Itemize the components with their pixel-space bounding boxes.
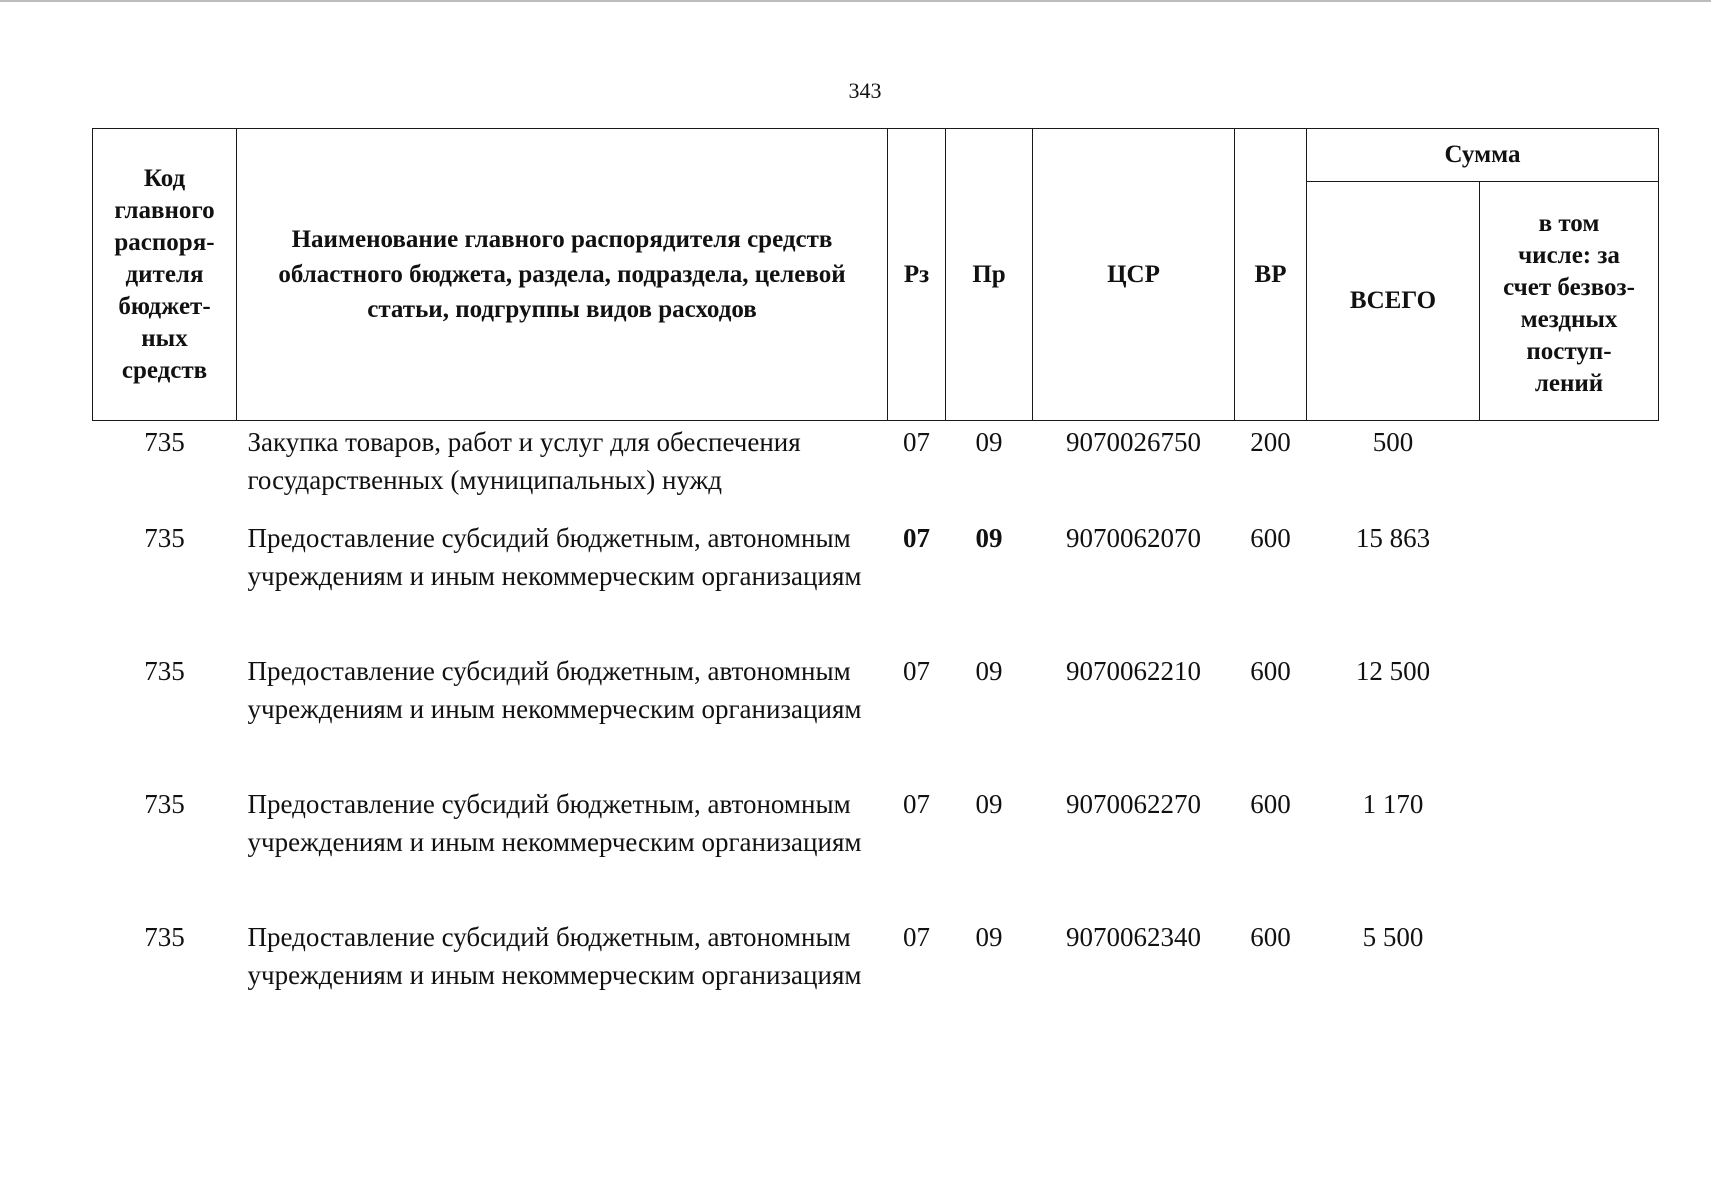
cell-csr: 9070062210 <box>1066 656 1201 686</box>
header-total: ВСЕГО <box>1307 182 1480 421</box>
cell-code: 735 <box>144 523 185 553</box>
cell-csr: 9070026750 <box>1066 427 1201 457</box>
cell-csr: 9070062270 <box>1066 789 1201 819</box>
cell-csr: 9070062340 <box>1066 922 1201 952</box>
cell-free <box>1480 783 1659 916</box>
cell-total: 500 <box>1372 427 1414 457</box>
header-name-text: Наименование главного распорядителя средств областного бюджета, раздела, подраздела, целевой статьи, подгруппы видов расходов <box>278 226 846 323</box>
cell-vr: 600 <box>1250 789 1291 819</box>
cell-rz: 07 <box>903 656 930 686</box>
cell-total: 1 170 <box>1362 789 1424 819</box>
cell-pr: 09 <box>975 789 1003 819</box>
cell-free <box>1480 650 1659 783</box>
cell-code: 735 <box>144 789 185 819</box>
cell-csr: 9070062070 <box>1066 523 1201 553</box>
cell-rz: 07 <box>903 922 930 952</box>
cell-pr: 09 <box>975 656 1003 686</box>
cell-pr: 09 <box>975 523 1003 553</box>
cell-pr: 09 <box>975 922 1003 952</box>
header-vr: ВР <box>1235 129 1307 421</box>
header-name <box>237 129 888 421</box>
table-header <box>93 129 1659 421</box>
header-rz: Рз <box>888 129 946 421</box>
cell-rz: 07 <box>903 789 930 819</box>
header-csr: ЦСР <box>1033 129 1235 421</box>
cell-name: Закупка товаров, работ и услуг для обеспечения государственных (муниципальных) нужд <box>247 427 801 495</box>
cell-total: 5 500 <box>1362 922 1424 952</box>
cell-name: Предоставление субсидий бюджетным, автономным учреждениям и иным некоммерческим организациям <box>247 656 862 724</box>
cell-free <box>1480 517 1659 650</box>
cell-name: Предоставление субсидий бюджетным, автономным учреждениям и иным некоммерческим организациям <box>247 523 862 591</box>
cell-code: 735 <box>144 922 185 952</box>
header-pr: Пр <box>946 129 1033 421</box>
top-border-line <box>0 0 1711 2</box>
page-number: 343 <box>848 78 882 103</box>
cell-pr: 09 <box>975 427 1003 457</box>
cell-vr: 600 <box>1250 656 1291 686</box>
cell-total: 15 863 <box>1355 523 1431 553</box>
cell-free <box>1480 421 1659 518</box>
cell-rz: 07 <box>903 523 930 553</box>
header-sum: Сумма <box>1307 129 1659 182</box>
cell-name: Предоставление субсидий бюджетным, автономным учреждениям и иным некоммерческим организациям <box>247 922 862 990</box>
header-code <box>93 129 237 421</box>
table-body <box>93 421 1659 1039</box>
table-row <box>93 650 1659 783</box>
table-row <box>93 783 1659 916</box>
cell-vr: 600 <box>1250 523 1291 553</box>
header-free <box>1480 182 1659 421</box>
header-free-text: в том числе: за счет безвоз-мездных поступ-лений <box>1503 210 1635 397</box>
cell-total: 12 500 <box>1355 656 1431 686</box>
table-row <box>93 517 1659 650</box>
cell-free <box>1480 916 1659 1038</box>
table-row <box>93 916 1659 1038</box>
header-code-text: Код главного распоря-дителя бюджет-ных средств <box>114 164 215 384</box>
cell-code: 735 <box>144 427 185 457</box>
table-row <box>93 421 1659 518</box>
cell-vr: 200 <box>1250 427 1291 457</box>
cell-code: 735 <box>144 656 185 686</box>
cell-vr: 600 <box>1250 922 1291 952</box>
budget-table <box>92 128 1659 1038</box>
cell-rz: 07 <box>903 427 930 457</box>
cell-name: Предоставление субсидий бюджетным, автономным учреждениям и иным некоммерческим организациям <box>247 789 862 857</box>
